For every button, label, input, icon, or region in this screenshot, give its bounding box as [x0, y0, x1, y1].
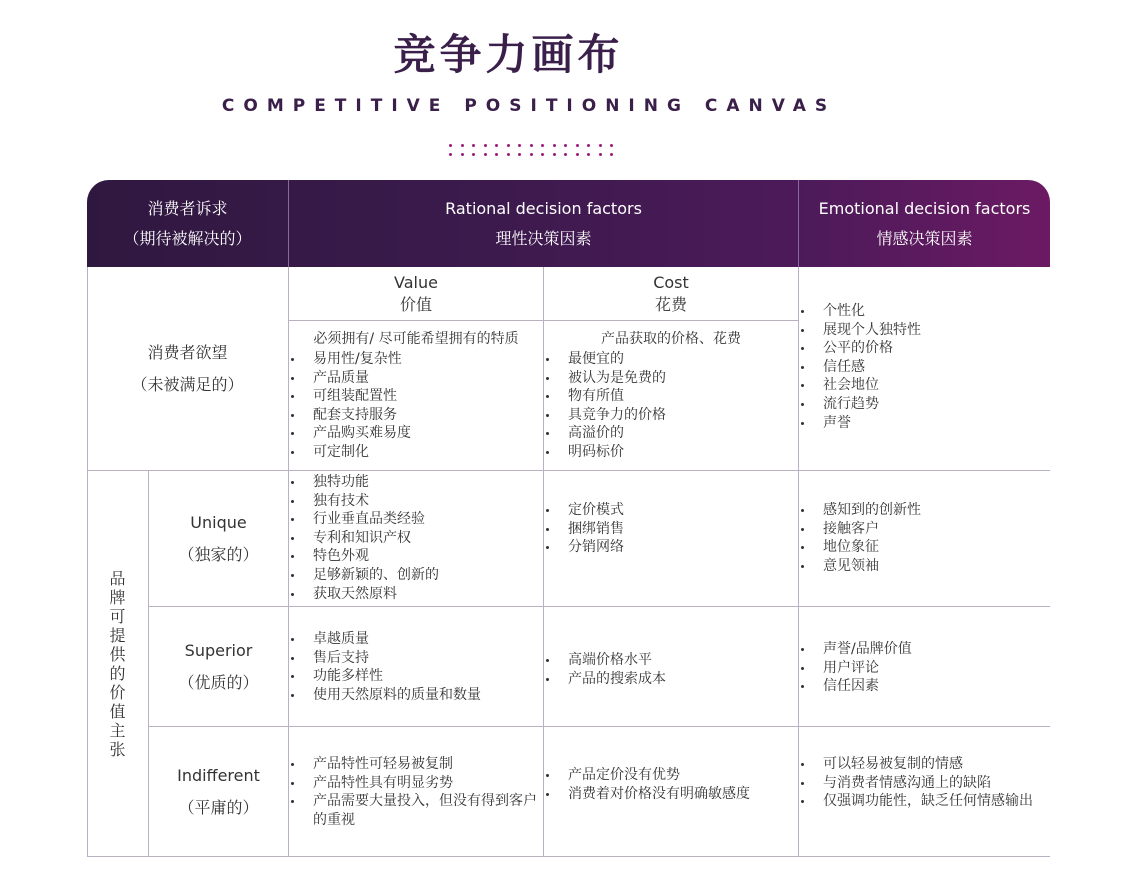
- brand-value-label: [87, 470, 148, 857]
- dot: [564, 144, 567, 147]
- dot: [495, 153, 498, 156]
- list-item: 分销网络: [544, 538, 798, 557]
- consumer-desire-label: [87, 267, 288, 470]
- header-col1-line2: （期待被解决的）: [123, 228, 252, 248]
- list-item: 声誉: [799, 414, 1050, 433]
- unique-emotional-cell: [799, 501, 1050, 575]
- list-item: 定价模式: [544, 501, 798, 520]
- dot: [564, 153, 567, 156]
- indifferent-cost-cell: [544, 766, 798, 803]
- list-item: 地位象征: [799, 538, 1050, 557]
- list-item: 意见领袖: [799, 557, 1050, 576]
- list-item: 感知到的创新性: [799, 501, 1050, 520]
- list-item: 产品特性具有明显劣势: [289, 774, 543, 793]
- header-col3-line1: Emotional decision factors: [818, 198, 1031, 218]
- dot: [484, 153, 487, 156]
- unique-label-zh: （独家的）: [178, 544, 259, 564]
- indifferent-cost-list: [544, 766, 798, 803]
- desire-emotional-list: [799, 302, 1050, 432]
- superior-emotional-cell: [799, 640, 1050, 696]
- dot: [518, 153, 521, 156]
- list-item: 用户评论: [799, 659, 1050, 678]
- dot: [472, 153, 475, 156]
- list-item: 独特功能: [289, 473, 543, 492]
- cost-subheader-en: Cost: [653, 273, 689, 292]
- unique-value-list: [289, 473, 543, 603]
- dot: [587, 144, 590, 147]
- desire-value-list: [289, 350, 543, 462]
- list-item: 可定制化: [289, 443, 543, 462]
- list-item: 与消费者情感沟通上的缺陷: [799, 774, 1039, 793]
- indifferent-label-zh: （平庸的）: [178, 797, 259, 817]
- dot: [461, 144, 464, 147]
- dot: [484, 144, 487, 147]
- desire-cost-cell: [544, 330, 798, 462]
- header-emotional: [799, 180, 1050, 267]
- unique-value-cell: [289, 473, 543, 603]
- unique-emotional-list: [799, 501, 1050, 575]
- dot: [518, 144, 521, 147]
- header-rational: [289, 180, 798, 267]
- superior-label-en: Superior: [184, 640, 253, 660]
- list-item: 配套支持服务: [289, 406, 543, 425]
- list-item: 仅强调功能性，缺乏任何情感输出: [799, 792, 1039, 811]
- superior-cost-cell: [544, 651, 798, 688]
- list-item: 特色外观: [289, 547, 543, 566]
- list-item: 产品需要大量投入，但没有得到客户的重视: [289, 792, 543, 829]
- decorative-dots: [449, 144, 619, 164]
- unique-label-en: Unique: [190, 512, 247, 532]
- dot: [599, 153, 602, 156]
- list-item: 产品特性可轻易被复制: [289, 755, 543, 774]
- list-item: 独有技术: [289, 492, 543, 511]
- indifferent-emotional-list: [799, 755, 1039, 811]
- list-item: 高端价格水平: [544, 651, 798, 670]
- list-item: 卓越质量: [289, 630, 543, 649]
- list-item: 展现个人独特性: [799, 321, 1050, 340]
- dot: [449, 144, 452, 147]
- header-col2-line2: 理性决策因素: [495, 228, 592, 248]
- dot: [530, 153, 533, 156]
- list-item: 可以轻易被复制的情感: [799, 755, 1039, 774]
- dot: [541, 144, 544, 147]
- indifferent-emotional-cell: [799, 755, 1039, 811]
- superior-emotional-list: [799, 640, 1050, 696]
- list-item: 产品定价没有优势: [544, 766, 798, 785]
- cost-subheader: [544, 270, 798, 318]
- list-item: 信任感: [799, 358, 1050, 377]
- value-subheader: [289, 270, 543, 318]
- indifferent-label: [149, 727, 288, 856]
- dot: [507, 144, 510, 147]
- dot: [530, 144, 533, 147]
- unique-cost-cell: [544, 501, 798, 557]
- list-item: 信任因素: [799, 677, 1050, 696]
- list-item: 物有所值: [544, 387, 798, 406]
- superior-label-zh: （优质的）: [178, 672, 259, 692]
- header-col2-line1: Rational decision factors: [445, 198, 642, 218]
- page-title: 竞争力画布: [393, 30, 624, 79]
- unique-label: [149, 471, 288, 606]
- brand-value-label-text: 品牌可提供的价值主张: [109, 568, 126, 759]
- value-subheader-zh: 价值: [399, 295, 432, 314]
- value-subheader-en: Value: [394, 273, 438, 292]
- header-col3-line2: 情感决策因素: [876, 228, 973, 248]
- list-item: 个性化: [799, 302, 1050, 321]
- list-item: 售后支持: [289, 649, 543, 668]
- list-item: 捆绑销售: [544, 520, 798, 539]
- list-item: 被认为是免费的: [544, 369, 798, 388]
- list-item: 获取天然原料: [289, 585, 543, 604]
- list-item: 易用性/复杂性: [289, 350, 543, 369]
- dot: [599, 144, 602, 147]
- list-item: 流行趋势: [799, 395, 1050, 414]
- superior-value-cell: [289, 630, 543, 704]
- page-subtitle: COMPETITIVE POSITIONING CANVAS: [221, 96, 837, 116]
- consumer-desire-subtitle: （未被满足的）: [131, 374, 244, 394]
- dot: [576, 153, 579, 156]
- table-header: [87, 180, 1050, 267]
- dot: [472, 144, 475, 147]
- dot: [507, 153, 510, 156]
- desire-value-head: 必须拥有/ 尽可能希望拥有的特质: [313, 331, 519, 347]
- indifferent-value-list: [289, 755, 543, 829]
- dot: [610, 144, 613, 147]
- dot: [449, 153, 452, 156]
- desire-cost-head: 产品获取的价格、花费: [601, 331, 741, 347]
- list-item: 最便宜的: [544, 350, 798, 369]
- superior-label: [149, 607, 288, 726]
- cost-subheader-zh: 花费: [654, 295, 687, 314]
- list-item: 产品质量: [289, 369, 543, 388]
- dot: [553, 153, 556, 156]
- list-item: 公平的价格: [799, 339, 1050, 358]
- header-consumer-demand: [87, 180, 288, 267]
- list-item: 消费着对价格没有明确敏感度: [544, 785, 798, 804]
- list-item: 足够新颖的、创新的: [289, 566, 543, 585]
- list-item: 可组装配置性: [289, 387, 543, 406]
- list-item: 高溢价的: [544, 424, 798, 443]
- list-item: 具竞争力的价格: [544, 406, 798, 425]
- dot: [495, 144, 498, 147]
- dot: [461, 153, 464, 156]
- superior-value-list: [289, 630, 543, 704]
- list-item: 产品购买难易度: [289, 424, 543, 443]
- dot: [587, 153, 590, 156]
- indifferent-label-en: Indifferent: [177, 765, 260, 785]
- list-item: 专利和知识产权: [289, 529, 543, 548]
- unique-cost-list: [544, 501, 798, 557]
- list-item: 社会地位: [799, 376, 1050, 395]
- list-item: 功能多样性: [289, 667, 543, 686]
- list-item: 行业垂直品类经验: [289, 510, 543, 529]
- list-item: 明码标价: [544, 443, 798, 462]
- desire-emotional-cell: [799, 302, 1050, 432]
- list-item: 产品的搜索成本: [544, 670, 798, 689]
- superior-cost-list: [544, 651, 798, 688]
- canvas-table: [87, 180, 1050, 857]
- indifferent-value-cell: [289, 755, 543, 829]
- consumer-desire-title: 消费者欲望: [147, 342, 228, 362]
- desire-cost-list: [544, 350, 798, 462]
- dot: [553, 144, 556, 147]
- dot: [610, 153, 613, 156]
- dot: [576, 144, 579, 147]
- list-item: 使用天然原料的质量和数量: [289, 686, 543, 705]
- desire-value-cell: [289, 330, 543, 462]
- list-item: 声誉/品牌价值: [799, 640, 1050, 659]
- header-col1-line1: 消费者诉求: [147, 198, 228, 218]
- dot: [541, 153, 544, 156]
- list-item: 接触客户: [799, 520, 1050, 539]
